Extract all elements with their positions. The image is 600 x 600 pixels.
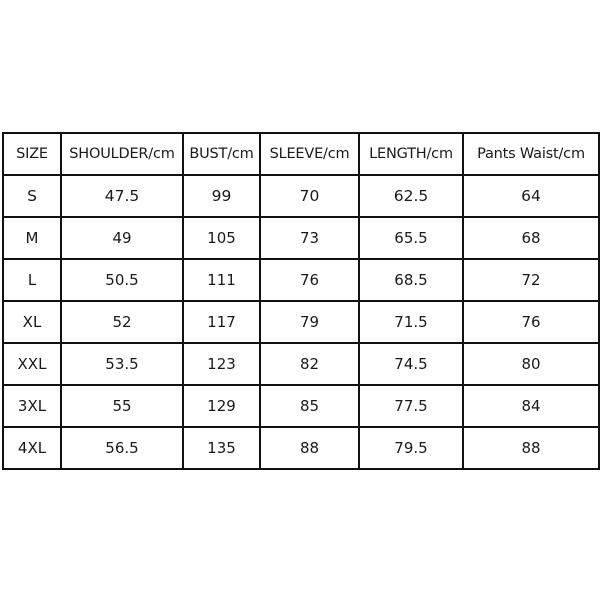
table-cell: 4XL (3, 427, 61, 469)
table-cell: 77.5 (359, 385, 463, 427)
table-cell: 129 (183, 385, 260, 427)
table-row (3, 427, 599, 469)
table-cell: 88 (260, 427, 359, 469)
header-cell-shoulder: SHOULDER/cm (61, 133, 183, 175)
header-cell-bust: BUST/cm (183, 133, 260, 175)
table-cell: 123 (183, 343, 260, 385)
table-cell: 82 (260, 343, 359, 385)
table-cell: 56.5 (61, 427, 183, 469)
table-row (3, 301, 599, 343)
table-cell: 49 (61, 217, 183, 259)
table-cell: M (3, 217, 61, 259)
header-cell-size: SIZE (3, 133, 61, 175)
table-cell: 72 (463, 259, 599, 301)
table-row (3, 343, 599, 385)
table-cell: 65.5 (359, 217, 463, 259)
table-cell: 68 (463, 217, 599, 259)
table-cell: 99 (183, 175, 260, 217)
table-cell: XXL (3, 343, 61, 385)
table-cell: 135 (183, 427, 260, 469)
table-cell: 50.5 (61, 259, 183, 301)
table-cell: 47.5 (61, 175, 183, 217)
table-row (3, 217, 599, 259)
table-cell: 79 (260, 301, 359, 343)
table-header-row (3, 133, 599, 175)
table-cell: L (3, 259, 61, 301)
table-row (3, 385, 599, 427)
table-cell: 3XL (3, 385, 61, 427)
table-cell: 74.5 (359, 343, 463, 385)
header-cell-sleeve: SLEEVE/cm (260, 133, 359, 175)
table-cell: 52 (61, 301, 183, 343)
table-cell: 80 (463, 343, 599, 385)
table-cell: 62.5 (359, 175, 463, 217)
table-cell: 73 (260, 217, 359, 259)
table-cell: 68.5 (359, 259, 463, 301)
header-cell-length: LENGTH/cm (359, 133, 463, 175)
table-cell: S (3, 175, 61, 217)
table-cell: 64 (463, 175, 599, 217)
size-chart-table (2, 132, 600, 470)
table-cell: 53.5 (61, 343, 183, 385)
table-cell: 70 (260, 175, 359, 217)
table-cell: 71.5 (359, 301, 463, 343)
table-cell: 55 (61, 385, 183, 427)
table-cell: 105 (183, 217, 260, 259)
table-row (3, 259, 599, 301)
table-cell: 85 (260, 385, 359, 427)
table-cell: 76 (260, 259, 359, 301)
table-cell: 76 (463, 301, 599, 343)
table-row (3, 175, 599, 217)
table-cell: XL (3, 301, 61, 343)
table-cell: 84 (463, 385, 599, 427)
header-cell-pants-waist: Pants Waist/cm (463, 133, 599, 175)
table-cell: 111 (183, 259, 260, 301)
table-cell: 117 (183, 301, 260, 343)
table-cell: 79.5 (359, 427, 463, 469)
table-cell: 88 (463, 427, 599, 469)
